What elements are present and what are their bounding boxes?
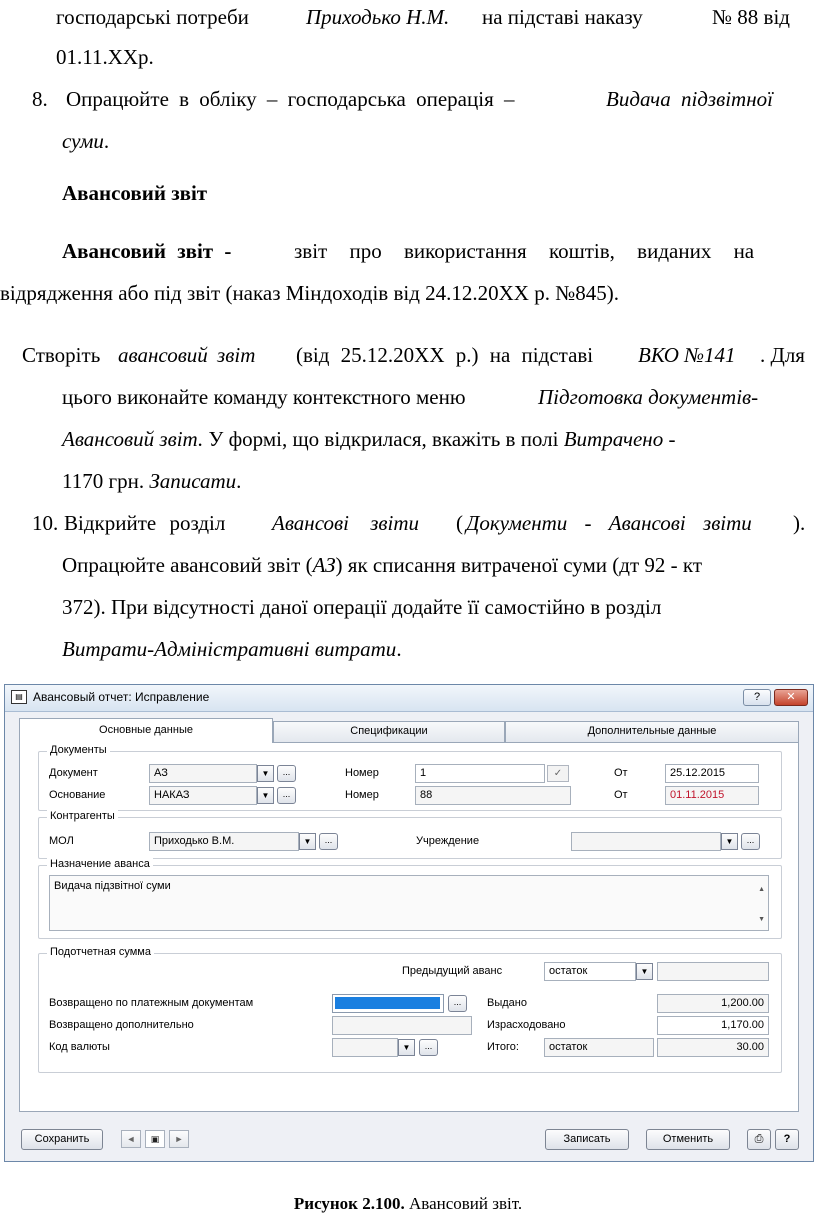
tab-specifications[interactable]: Спецификации (273, 721, 505, 742)
date-field[interactable]: 25.12.2015 (665, 764, 759, 783)
total-field: 30.00 (657, 1038, 769, 1057)
returned-additional-field[interactable] (332, 1016, 472, 1035)
text-line: господарські потреби (56, 5, 249, 29)
accountable-sum-group-label: Подотчетная сумма (47, 946, 154, 958)
number-field[interactable]: 1 (415, 764, 545, 783)
tab-main-data[interactable]: Основные данные (19, 718, 273, 743)
help-bottom-button[interactable]: ? (775, 1129, 799, 1150)
institution-select-button[interactable]: ... (741, 833, 760, 850)
institution-dropdown-icon[interactable]: ▼ (721, 833, 738, 850)
print-document-icon[interactable]: ▣ (145, 1130, 165, 1148)
contragents-group-label: Контрагенты (47, 810, 118, 822)
mol-field[interactable]: Приходько В.М. (149, 832, 299, 851)
text-line: на підставі наказу (482, 5, 643, 29)
scroll-down-icon[interactable]: ▼ (758, 916, 765, 923)
returned-payments-label: Возвращено по платежным документам (49, 997, 254, 1009)
basis-select-button[interactable]: ... (277, 787, 296, 804)
returned-payments-select-button[interactable]: ... (448, 995, 467, 1012)
total-label: Итого: (487, 1041, 519, 1053)
document-select-button[interactable]: ... (277, 765, 296, 782)
text-line: ВКО №141 (638, 343, 736, 367)
text-line: Опрацюйте в обліку – господарська операція – (66, 87, 515, 111)
section-heading: Авансовий звіт (62, 181, 208, 205)
printer-icon[interactable]: ⎙ (747, 1129, 771, 1150)
list-number: 10. (32, 511, 59, 535)
previous-advance-dropdown-icon[interactable]: ▼ (636, 963, 653, 980)
close-button[interactable]: ✕ (774, 689, 808, 706)
documents-group-label: Документы (47, 744, 110, 756)
text-line: відрядження або під звіт (наказ Міндоходів від 24.12.20ХХ р. №845). (0, 281, 619, 305)
next-record-icon[interactable]: ► (169, 1130, 189, 1148)
previous-advance-label: Предыдущий аванс (402, 965, 503, 977)
text-line: Створіть (22, 343, 101, 367)
text-line: 372). При відсутності даної операції додайте її самостійно в розділ (62, 595, 662, 619)
app-icon: ▤ (11, 690, 27, 704)
document-field[interactable]: АЗ (149, 764, 257, 783)
previous-advance-amount (657, 962, 769, 981)
number-check-icon[interactable]: ✓ (547, 765, 569, 782)
cancel-button[interactable]: Отменить (646, 1129, 730, 1150)
help-button[interactable]: ? (743, 689, 771, 706)
save-button[interactable]: Сохранить (21, 1129, 103, 1150)
text-line: Авансові звіти (272, 511, 420, 535)
record-button[interactable]: Записать (545, 1129, 629, 1150)
text-line: ). (793, 511, 806, 535)
basis-date-label: От (614, 789, 628, 801)
basis-field[interactable]: НАКАЗ (149, 786, 257, 805)
text-line: Підготовка документів- (538, 385, 759, 409)
text-line: Авансовий звіт. У формі, що відкрилася, вкажіть в полі Витрачено - (62, 427, 676, 451)
window-title: Авансовый отчет: Исправление (33, 690, 210, 704)
document-dropdown-icon[interactable]: ▼ (257, 765, 274, 782)
text-line: звіт про використання коштів, виданих на (294, 239, 755, 263)
total-kind-field: остаток (544, 1038, 654, 1057)
purpose-text: Видача підзвітної суми (54, 880, 171, 892)
basis-dropdown-icon[interactable]: ▼ (257, 787, 274, 804)
issued-label: Выдано (487, 997, 527, 1009)
issued-field[interactable]: 1,200.00 (657, 994, 769, 1013)
text-line: Приходько Н.М. (306, 5, 450, 29)
institution-field[interactable] (571, 832, 721, 851)
returned-additional-label: Возвращено дополнительно (49, 1019, 194, 1031)
prev-record-icon[interactable]: ◄ (121, 1130, 141, 1148)
purpose-group-label: Назначение аванса (47, 858, 153, 870)
text-line: Авансовий звіт - (62, 239, 232, 263)
spent-label: Израсходовано (487, 1019, 566, 1031)
purpose-textarea[interactable] (49, 875, 769, 931)
text-line: Відкрийте розділ (64, 511, 226, 535)
basis-number-label: Номер (345, 789, 379, 801)
mol-select-button[interactable]: ... (319, 833, 338, 850)
basis-date-field[interactable]: 01.11.2015 (665, 786, 759, 805)
text-line: 1170 грн. Записати. (62, 469, 242, 493)
text-line: Документи - Авансові звіти (466, 511, 752, 535)
scroll-up-icon[interactable]: ▲ (758, 886, 765, 893)
previous-advance-field[interactable]: остаток (544, 962, 636, 981)
spent-field[interactable]: 1,170.00 (657, 1016, 769, 1035)
document-label: Документ (49, 767, 98, 779)
title-bar (5, 685, 813, 712)
text-line: Опрацюйте авансовий звіт (АЗ) як списання витраченої суми (дт 92 - кт (62, 553, 703, 577)
returned-payments-field[interactable] (332, 994, 444, 1013)
mol-dropdown-icon[interactable]: ▼ (299, 833, 316, 850)
advance-report-window (4, 684, 814, 1162)
number-label: Номер (345, 767, 379, 779)
text-line: цього виконайте команду контекстного меню (62, 385, 466, 409)
text-line: № 88 від (712, 5, 790, 29)
figure-caption: Рисунок 2.100. Авансовий звіт. (293, 1194, 523, 1213)
tab-additional-data[interactable]: Дополнительные данные (505, 721, 799, 742)
date-label: От (614, 767, 628, 779)
institution-label: Учреждение (416, 835, 480, 847)
text-line: Видача підзвітної (606, 87, 773, 111)
list-number: 8. (32, 87, 48, 111)
currency-code-label: Код валюты (49, 1041, 110, 1053)
currency-select-button[interactable]: ... (419, 1039, 438, 1056)
currency-code-field[interactable] (332, 1038, 398, 1057)
mol-label: МОЛ (49, 835, 74, 847)
currency-dropdown-icon[interactable]: ▼ (398, 1039, 415, 1056)
text-line: . Для (760, 343, 805, 367)
basis-number-field[interactable]: 88 (415, 786, 571, 805)
text-line: суми. (62, 129, 110, 153)
text-line: ( (456, 511, 463, 535)
text-line: Витрати-Адміністративні витрати. (62, 637, 402, 661)
text-line: авансовий звіт (118, 343, 256, 367)
basis-label: Основание (49, 789, 106, 801)
tab-content-main (19, 742, 799, 1112)
text-line: (від 25.12.20ХХ р.) на підставі (296, 343, 594, 367)
text-line: 01.11.ХХр. (56, 45, 154, 69)
